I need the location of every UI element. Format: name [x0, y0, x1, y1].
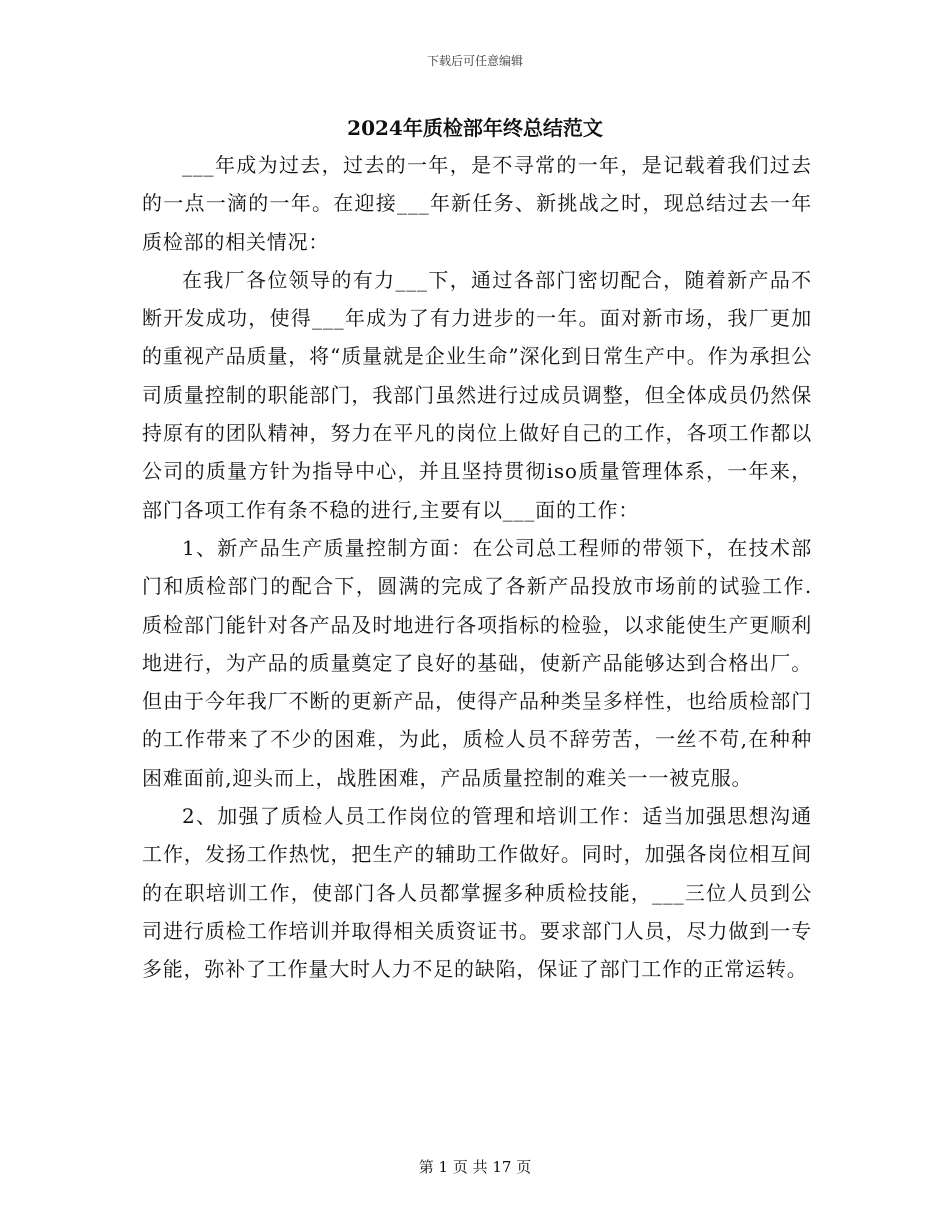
document-body: [142, 146, 812, 989]
paragraph-overview: 在我厂各位领导的有力___下，通过各部门密切配合，随着新产品不断开发成功，使得___年成为了有力进步的一年。面对新市场，我厂更加的重视产品质量，将“质量就是企业生命”深化到日常生产中。作为承担公司质量控制的职能部门，我部门虽然进行过成员调整，但全体成员仍然保持原有的团队精神，努力在平凡的岗位上做好自己的工作，各项工作都以公司的质量方针为指导中心，并且坚持贯彻iso质量管理体系，一年来，部门各项工作有条不稳的进行,主要有以___面的工作：: [142, 267, 812, 522]
paragraph-item-2: 2、加强了质检人员工作岗位的管理和培训工作：适当加强思想沟通工作，发扬工作热忱，把生产的辅助工作做好。同时，加强各岗位相互间的在职培训工作，使部门各人员都掌握多种质检技能，___三位人员到公司进行质检工作培训并取得相关质资证书。要求部门人员，尽力做到一专多能，弥补了工作量大时人力不足的缺陷，保证了部门工作的正常运转。: [142, 804, 812, 982]
page-header-note: 下载后可任意编辑: [426, 54, 523, 68]
document-title: 2024年质检部年终总结范文: [347, 116, 603, 140]
paragraph-item-1: 1、新产品生产质量控制方面：在公司总工程师的带领下，在技术部门和质检部门的配合下，圆满的完成了各新产品投放市场前的试验工作.质检部门能针对各产品及时地进行各项指标的检验，以求能使生产更顺利地进行，为产品的质量奠定了良好的基础，使新产品能够达到合格出厂。但由于今年我厂不断的更新产品，使得产品种类呈多样性，也给质检部门的工作带来了不少的困难，为此，质检人员不辞劳苦，一丝不苟,在种种困难面前,迎头而上，战胜困难，产品质量控制的难关一一被克服。: [142, 535, 812, 790]
paragraph-intro: ___年成为过去，过去的一年，是不寻常的一年，是记载着我们过去的一点一滴的一年。在迎接___年新任务、新挑战之时，现总结过去一年质检部的相关情况：: [142, 153, 812, 254]
page-number: 第 1 页 共 17 页: [418, 1158, 532, 1176]
